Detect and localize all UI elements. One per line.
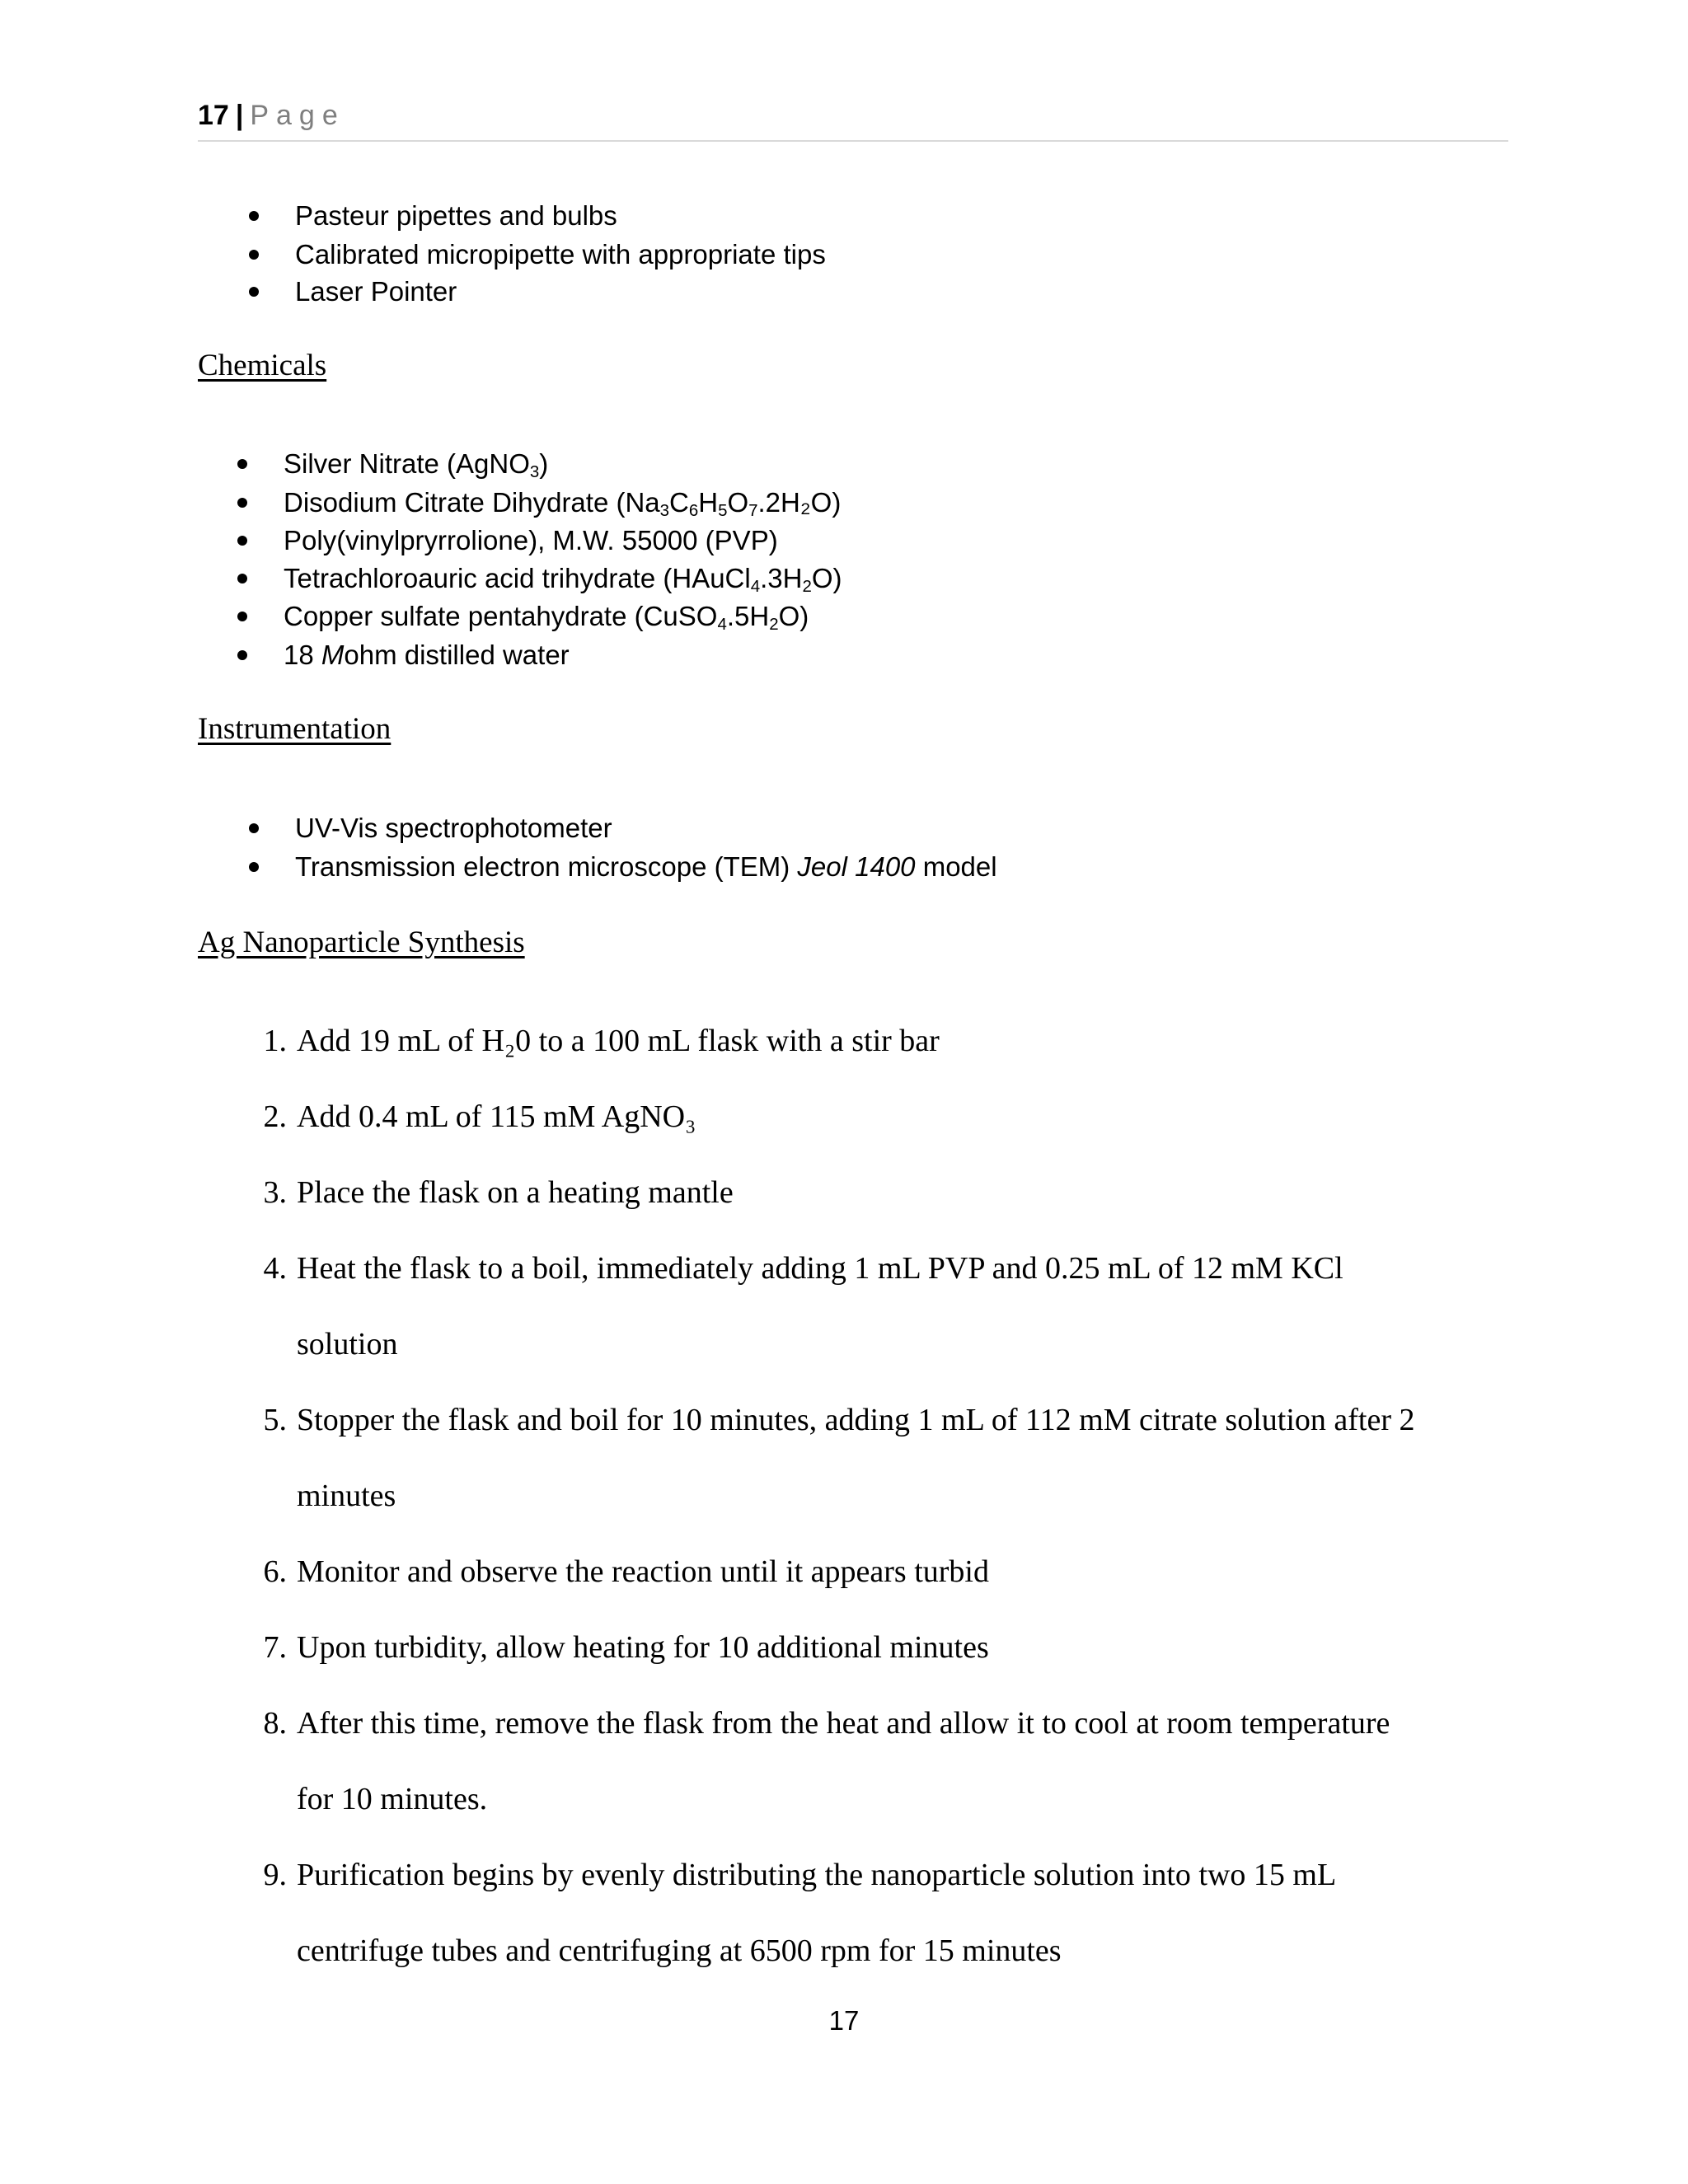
list-item-continuation: for 10 minutes. [297, 1782, 488, 1816]
bullet-icon [237, 612, 247, 621]
list-item-continuation: minutes [297, 1479, 396, 1513]
step-number: 5. [263, 1403, 287, 1437]
list-item: 18 Mohm distilled water [284, 639, 570, 672]
list-item: 2. Add 0.4 mL of 115 mM AgNO₃ [297, 1098, 696, 1136]
instrumentation-heading: Instrumentation [198, 712, 392, 746]
list-item: 5. Stopper the flask and boil for 10 minutes, adding 1 mL of 112 mM citrate solution after 2 [297, 1401, 1414, 1439]
header-separator: | [235, 100, 244, 131]
step-number: 8. [263, 1706, 287, 1741]
list-item: UV-Vis spectrophotometer [295, 812, 612, 845]
list-item: 3. Place the flask on a heating mantle [297, 1174, 734, 1212]
step-number: 1. [263, 1024, 287, 1058]
list-item: Laser Pointer [295, 275, 457, 308]
list-item: Disodium Citrate Dihydrate $(Na_3C_6H_5O_7.2H_2O)$ [284, 486, 841, 519]
footer-page-number: 17 [828, 2005, 860, 2036]
list-item-continuation: solution [297, 1327, 398, 1361]
bullet-icon [237, 498, 247, 508]
bullet-icon [249, 862, 259, 872]
page-header [198, 97, 1508, 142]
list-item: 1. Add 19 mL of H₂0 to a 100 mL flask with a stir bar [297, 1022, 940, 1060]
step-number: 2. [263, 1099, 287, 1134]
header-page-number: 17 [198, 100, 229, 131]
list-item: Transmission electron microscope (TEM) Jeol 1400 model [295, 851, 997, 883]
step-number: 3. [263, 1175, 287, 1210]
bullet-icon [249, 287, 259, 297]
list-item: 6. Monitor and observe the reaction until it appears turbid [297, 1553, 989, 1591]
bullet-icon [237, 574, 247, 583]
step-number: 4. [263, 1251, 287, 1286]
bullet-icon [249, 823, 259, 833]
step-number: 7. [263, 1630, 287, 1665]
step-number: 9. [263, 1858, 287, 1892]
bullet-icon [249, 250, 259, 260]
list-item: 7. Upon turbidity, allow heating for 10 additional minutes [297, 1629, 989, 1666]
list-item: 8. After this time, remove the flask from the heat and allow it to cool at room temperature [297, 1704, 1390, 1742]
synthesis-heading: Ag Nanoparticle Synthesis [198, 926, 525, 959]
bullet-icon [237, 536, 247, 546]
bullet-icon [237, 459, 247, 469]
bullet-icon [237, 650, 247, 660]
list-item: Pasteur pipettes and bulbs [295, 199, 617, 232]
list-item: Calibrated micropipette with appropriate tips [295, 238, 826, 271]
chemicals-heading: Chemicals [198, 349, 327, 382]
list-item: Silver Nitrate (AgNO$_3$) [284, 448, 548, 480]
step-number: 6. [263, 1554, 287, 1589]
list-item: Poly(vinylpryrrolione), M.W. 55000 (PVP) [284, 524, 778, 557]
list-item: Tetrachloroauric acid trihydrate $(HAuCl_4.3H_2O)$ [284, 562, 842, 595]
bullet-icon [249, 211, 259, 221]
list-item: Copper sulfate pentahydrate $(CuSO_4.5H_2O)$ [284, 600, 809, 633]
header-page-word: Page [250, 100, 345, 131]
list-item: 9. Purification begins by evenly distributing the nanoparticle solution into two 15 mL [297, 1856, 1336, 1894]
list-item-continuation: centrifuge tubes and centrifuging at 6500 rpm for 15 minutes [297, 1933, 1062, 1968]
list-item: 4. Heat the flask to a boil, immediately adding 1 mL PVP and 0.25 mL of 12 mM KCl [297, 1249, 1343, 1287]
